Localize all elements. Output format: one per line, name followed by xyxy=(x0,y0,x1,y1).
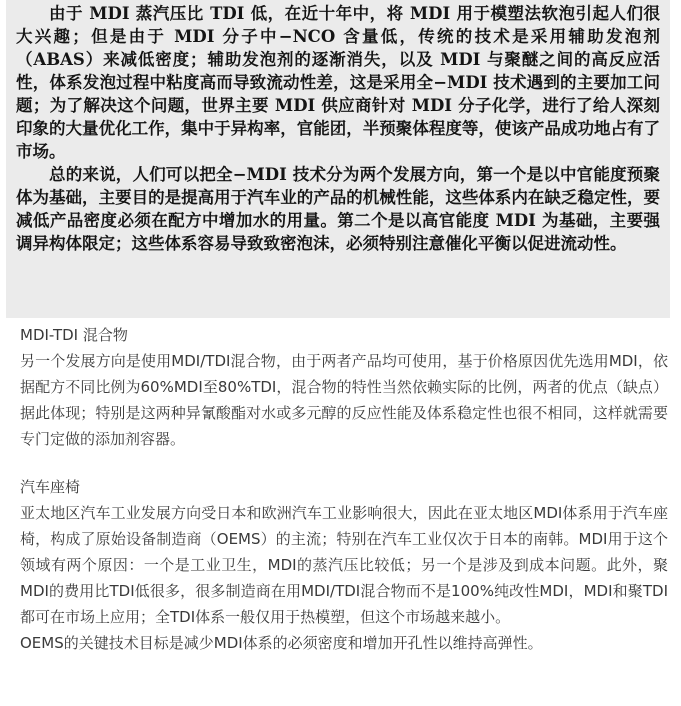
spacer xyxy=(20,452,668,474)
section-heading-car-seat: 汽车座椅 xyxy=(20,478,81,496)
scanned-excerpt xyxy=(6,0,670,318)
scan-paragraph: 总的来说，人们可以把全−MDI 技术分为两个发展方向，第一个是以中官能度预聚体为基础，主要目的是提高用于汽车业的产品的机械性能，这些体系内在缺乏稳定性，要减低产品密度必须在配方中增加水的用量。第二个是以高官能度 MDI 为基础，主要强调异构体限定；这些体系容易导致致密泡沫，必须特别注意催化平衡以促进流动性。 xyxy=(16,165,660,253)
section-paragraph: 另一个发展方向是使用MDI/TDI混合物，由于两者产品均可使用，基于价格原因优先选用MDI，依据配方不同比例为60%MDI至80%TDI，混合物的特性当然依赖实际的比例，两者的优点（缺点）据此体现；特别是这两种异氰酸酯对水或多元醇的反应性能及体系稳定性也很不相同，这样就需要专门定做的添加剂容器。 xyxy=(20,352,668,448)
section-heading-mdi-tdi: MDI-TDI 混合物 xyxy=(20,326,128,344)
article-body xyxy=(20,322,668,656)
section-closing: OEMS的关键技术目标是减少MDI体系的必须密度和增加开孔性以维持高弹性。 xyxy=(20,634,543,652)
section-paragraph: 亚太地区汽车工业发展方向受日本和欧洲汽车工业影响很大，因此在亚太地区MDI体系用于汽车座椅，构成了原始设备制造商（OEMS）的主流；特别在汽车工业仅次于日本的南韩。MDI用于这个领域有两个原因：一个是工业卫生，MDI的蒸汽压比较低；另一个是涉及到成本问题。此外，聚MDI的费用比TDI低很多，很多制造商在用MDI/TDI混合物而不是100%纯改性MDI，MDI和聚TDI都可在市场上应用；全TDI体系一般仅用于热模塑，但这个市场越来越小。 xyxy=(20,504,668,626)
scan-paragraph: 由于 MDI 蒸汽压比 TDI 低，在近十年中，将 MDI 用于模塑法软泡引起人们很大兴趣；但是由于 MDI 分子中−NCO 含量低，传统的技术是采用辅助发泡剂（ABAS）来减低密度；辅助发泡剂的逐渐消失，以及 MDI 与聚醚之间的高反应活性，体系发泡过程中粘度高而导致流动性差，这是采用全−MDI 技术遇到的主要加工问题；为了解决这个问题，世界主要 MDI 供应商针对 MDI 分子化学，进行了给人深刻印象的大量优化工作，集中于异构率，官能团，半预聚体程度等，使该产品成功地占有了市场。 xyxy=(16,4,660,161)
